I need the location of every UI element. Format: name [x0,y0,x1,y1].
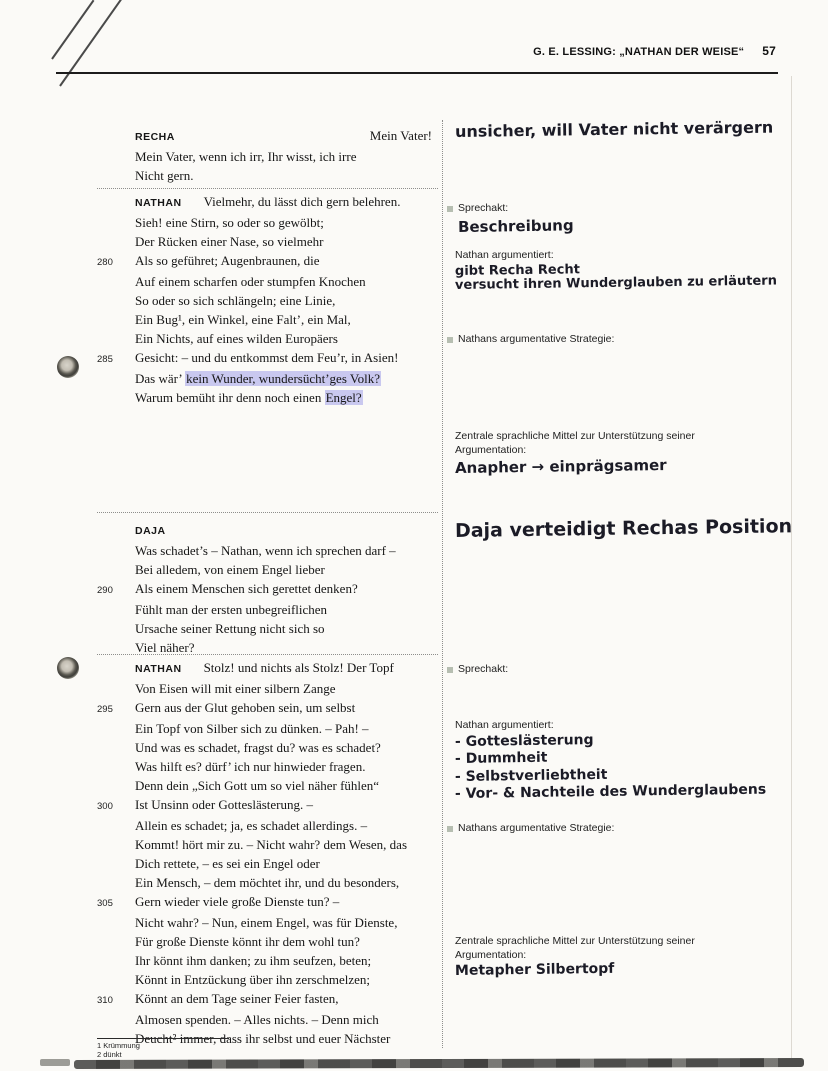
margin-label: Nathans argumentative Strategie: [458,333,615,345]
verse-line: Denn dein „Sich Gott um so viel näher fühlen“ [135,778,380,793]
speech-nathan-2 [97,658,438,1048]
verse-line: 295 Gern aus der Glut gehoben sein, um selbst [97,698,438,719]
footnotes [97,1041,140,1059]
verse-line: Und was es schadet, fragst du? was es schadet? [135,740,381,755]
verse-line: 290 Als einem Menschen sich gerettet denken? [97,579,438,600]
verse-line: Allein es schadet; ja, es schadet allerdings. – [135,818,368,833]
verse-line: Könnt in Entzückung über ihn zerschmelzen; [135,972,371,987]
hole-punch-icon [57,657,79,679]
line-number: 280 [97,257,113,268]
verse-line: Ihr könnt ihm danken; zu ihm seufzen, beten; [135,953,372,968]
margin-label: Zentrale sprachliche Mittel zur Unterstützung seiner Argumentation: [455,935,695,961]
margin-label: Sprechakt: [458,663,509,675]
page-edge-shadow [791,76,792,1058]
verse-line: 300 Ist Unsinn oder Gotteslästerung. – [97,795,438,816]
section-separator [97,512,438,513]
hole-punch-icon [57,356,79,378]
scan-artifact [40,1059,70,1066]
verse-line: Für große Dienste könnt ihr dem wohl tun? [135,934,360,949]
square-bullet-icon [447,826,453,832]
highlighted-text: Engel? [325,390,362,405]
margin-note-sprachliche-mittel-1 [447,430,799,478]
verse-line: Warum bemüht ihr denn noch einen Engel? [135,390,362,405]
verse-line [97,192,438,213]
handwritten-note: gibt Recha Recht [454,261,580,279]
verse-line: Dich rettete, – es sei ein Engel oder [135,856,320,871]
margin-label: Nathan argumentiert: [455,719,554,731]
speaker-name: NATHAN [135,197,182,209]
line-number: 295 [97,704,113,715]
margin-label: Sprechakt: [458,202,509,214]
verse-line: Nicht gern. [135,168,194,183]
scan-corner-line-icon [51,0,94,60]
speech-daja [97,522,438,657]
margin-note-nathan-argumentiert-2 [447,719,799,803]
line-number: 310 [97,995,113,1006]
verse-line: Ein Topf von Silber sich zu dünken. – Pah! – [135,721,369,736]
header-rule [56,72,778,74]
verse-first-line: Vielmehr, du lässt dich gern belehren. [203,194,401,209]
verse-line: Von Eisen will mit einer silbern Zange [135,681,336,696]
handwritten-note: - Vor- & Nachteile des Wunderglaubens [454,781,767,802]
verse-line: 310 Könnt an dem Tage seiner Feier fasten, [97,989,438,1010]
verse-line: 280 Als so geführet; Augenbraunen, die [97,251,438,272]
column-divider [442,120,443,1048]
verse-line: Almosen spenden. – Alles nichts. – Denn mich [135,1012,379,1027]
verse-line: Ursache seiner Rettung nicht sich so [135,621,325,636]
verse-line: Deucht² immer, dass ihr selbst und euer Nächster [135,1031,391,1046]
speaker-name: NATHAN [135,663,182,675]
square-bullet-icon [447,337,453,343]
verse-line: Auf einem scharfen oder stumpfen Knochen [135,274,366,289]
line-number: 290 [97,585,113,596]
verse-line [97,126,438,147]
verse-line [97,522,438,541]
verse-line: Ein Nichts, auf eines wilden Europäers [135,331,338,346]
verse-line: Viel näher? [135,640,195,655]
verse-line: Was schadet’s – Nathan, wenn ich sprechen darf – [135,543,396,558]
margin-note-sprachliche-mittel-2 [447,935,799,980]
verse-first-line: Stolz! und nichts als Stolz! Der Topf [203,660,394,675]
line-number: 285 [97,354,113,365]
handwritten-note: - Selbstverliebtheit [454,766,608,785]
page-number: 57 [762,44,776,58]
margin-note-strategie-2 [447,822,791,836]
margin-label: Nathan argumentiert: [455,249,554,261]
footnote: 2 dünkt [97,1050,122,1059]
verse-line: Das wär’ kein Wunder, wundersücht’ges Volk? [135,371,380,386]
verse-line: Was hilft es? dürf’ ich nur hinwieder fragen. [135,759,366,774]
verse-line: Fühlt man der ersten unbegreiflichen [135,602,328,617]
verse-line: Mein Vater, wenn ich irr, Ihr wisst, ich irre [135,149,357,164]
verse-line: Der Rücken einer Nase, so vielmehr [135,234,324,249]
page-header [533,44,776,58]
handwritten-note: - Gotteslästerung [454,731,594,750]
margin-note-nathan-argumentiert-1 [447,249,799,294]
line-number: 305 [97,898,113,909]
header-title: G. E. LESSING: „NATHAN DER WEISE“ [533,46,745,58]
verse-line: So oder so sich schlängeln; eine Linie, [135,293,336,308]
section-separator [97,188,438,189]
speaker-name: RECHA [135,131,175,143]
verse-line: Sieh! eine Stirn, so oder so gewölbt; [135,215,324,230]
speech-recha [97,126,438,185]
verse-line: Kommt! hört mir zu. – Nicht wahr? dem Wesen, das [135,837,408,852]
speech-nathan-1 [97,192,438,407]
verse-line: 305 Gern wieder viele große Dienste tun? – [97,892,438,913]
margin-note-strategie-1 [447,333,791,347]
handwritten-note: Anapher → einprägsamer [454,456,667,477]
handwritten-note: Daja verteidigt Rechas Position [454,515,793,542]
verse-line: Ein Mensch, – dem möchtet ihr, und du besonders, [135,875,400,890]
verse-line: 285 Gesicht: – und du entkommst dem Feu’r, in Asien! [97,348,438,369]
handwritten-note: versucht ihren Wunderglauben zu erläutern [454,273,778,293]
scan-bottom-edge [74,1058,804,1069]
verse-line: Bei alledem, von einem Engel lieber [135,562,325,577]
verse-line [97,658,438,679]
footnote-rule [97,1038,229,1039]
square-bullet-icon [447,667,453,673]
margin-label: Nathans argumentative Strategie: [458,822,615,834]
margin-note-sprechakt-2 [447,663,791,677]
handwritten-note: - Dummheit [454,749,548,767]
handwritten-note: unsicher, will Vater nicht verärgern [454,117,774,141]
verse-line: Ein Bug¹, ein Winkel, eine Falt’, ein Mal, [135,312,351,327]
margin-label: Zentrale sprachliche Mittel zur Unterstützung seiner Argumentation: [455,430,695,456]
margin-note-recha [447,119,799,142]
handwritten-note: Beschreibung [457,215,574,236]
verse-line: Nicht wahr? – Nun, einem Engel, was für Dienste, [135,915,398,930]
line-number: 300 [97,801,113,812]
margin-note-daja [447,517,799,544]
highlighted-text: kein Wunder, wundersücht’ges Volk? [186,371,380,386]
handwritten-note: Metapher Silbertopf [454,960,615,979]
verse-inline-right: Mein Vater! [369,128,432,143]
footnote: 1 Krümmung [97,1041,140,1050]
square-bullet-icon [447,206,453,212]
speaker-name: DAJA [135,525,166,537]
margin-note-sprechakt-1 [447,202,791,237]
